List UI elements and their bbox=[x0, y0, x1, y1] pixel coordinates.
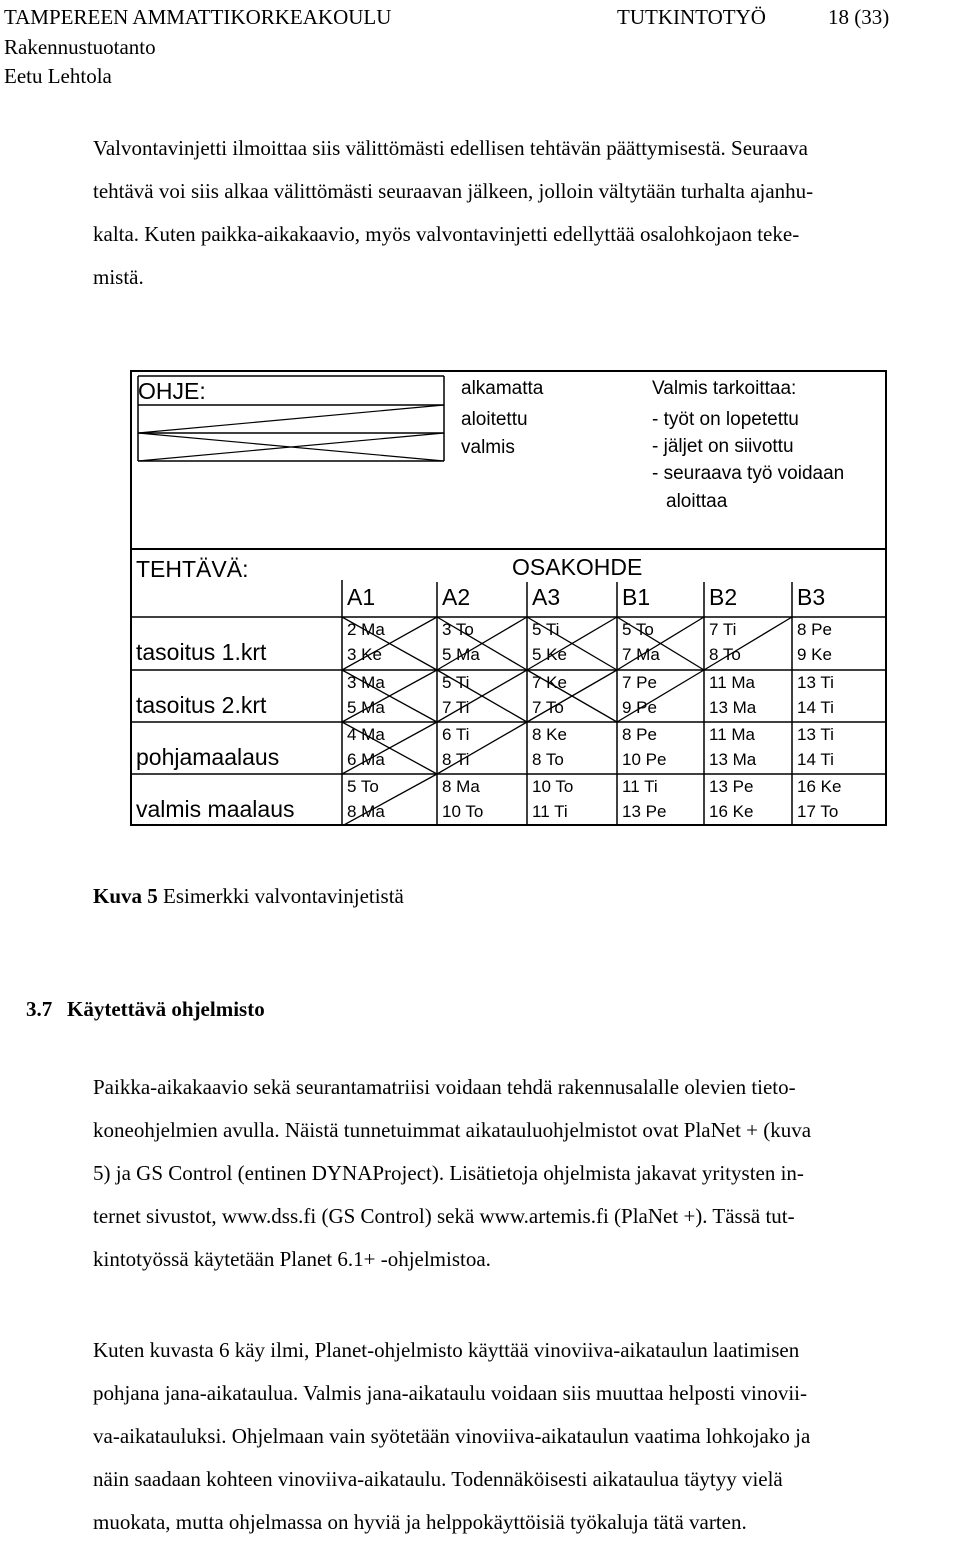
paragraph-line: ternet sivustot, www.dss.fi (GS Control) sekä www.artemis.fi (PlaNet +). Tässä tut- bbox=[93, 1204, 795, 1228]
cell-end-day: 8 To bbox=[709, 645, 741, 664]
valmis-definition-item: - jäljet on siivottu bbox=[652, 436, 794, 457]
cell-end-day: 8 To bbox=[532, 750, 564, 769]
cell-start-day: 5 Ti bbox=[442, 673, 470, 692]
task-label: pohjamaalaus bbox=[136, 744, 280, 770]
cell-start-day: 13 Ti bbox=[797, 725, 834, 744]
intro-paragraph bbox=[93, 127, 813, 299]
cell-start-day: 16 Ke bbox=[797, 777, 842, 796]
paragraph-line: muokata, mutta ohjelmassa on hyviä ja helppokäyttöisiä työkaluja tätä varten. bbox=[93, 1510, 747, 1534]
task-label: valmis maalaus bbox=[136, 796, 295, 822]
section-title: Käytettävä ohjelmisto bbox=[67, 997, 265, 1021]
header-school: TAMPEREEN AMMATTIKORKEAKOULU bbox=[4, 5, 392, 29]
paragraph-line: kintotyössä käytetään Planet 6.1+ -ohjelmistoa. bbox=[93, 1247, 491, 1271]
cell-end-day: 10 Pe bbox=[622, 750, 667, 769]
cell-end-day: 13 Ma bbox=[709, 698, 757, 717]
tehtava-title: TEHTÄVÄ: bbox=[136, 556, 249, 582]
column-header: B3 bbox=[797, 584, 826, 610]
cell-start-day: 8 Ma bbox=[442, 777, 480, 796]
section-number: 3.7 bbox=[26, 997, 53, 1021]
figure-caption bbox=[93, 884, 404, 909]
paragraph-line: Paikka-aikakaavio sekä seurantamatriisi voidaan tehdä rakennusalalle olevien tieto- bbox=[93, 1075, 796, 1099]
cell-start-day: 7 Pe bbox=[622, 673, 657, 692]
paragraph-line: pohjana jana-aikataulua. Valmis jana-aikataulu voidaan siis muuttaa helposti vinovii- bbox=[93, 1381, 807, 1405]
cell-end-day: 5 Ma bbox=[347, 698, 385, 717]
valvontavinjetti-figure bbox=[130, 370, 887, 826]
cell-end-day: 5 Ma bbox=[442, 645, 480, 664]
cell-end-day: 8 Ti bbox=[442, 750, 470, 769]
cell-start-day: 8 Ke bbox=[532, 725, 567, 744]
cell-end-day: 17 To bbox=[797, 802, 839, 821]
osakohde-title: OSAKOHDE bbox=[512, 554, 643, 580]
cell-end-day: 5 Ke bbox=[532, 645, 567, 664]
header-doc-type: TUTKINTOTYÖ bbox=[617, 5, 766, 29]
cell-start-day: 8 Pe bbox=[797, 620, 832, 639]
cell-end-day: 13 Pe bbox=[622, 802, 667, 821]
task-label: tasoitus 2.krt bbox=[136, 692, 267, 718]
cell-start-day: 4 Ma bbox=[347, 725, 385, 744]
cell-start-day: 11 Ma bbox=[709, 725, 755, 744]
paragraph-line: näin saadaan kohteen vinoviiva-aikataulu. Todennäköisesti aikataulua täytyy vielä bbox=[93, 1467, 783, 1491]
column-header: A3 bbox=[532, 584, 561, 610]
cell-end-day: 10 To bbox=[442, 802, 484, 821]
cell-end-day: 14 Ti bbox=[797, 698, 834, 717]
column-header: A2 bbox=[442, 584, 471, 610]
cell-start-day: 5 Ti bbox=[532, 620, 560, 639]
cell-start-day: 13 Ti bbox=[797, 673, 834, 692]
legend-label-alkamatta: alkamatta bbox=[461, 378, 544, 399]
header-author: Eetu Lehtola bbox=[4, 64, 112, 88]
header-page-number: 18 (33) bbox=[828, 5, 890, 29]
paragraph-line: 5) ja GS Control (entinen DYNAProject). Lisätietoja ohjelmista jakavat yritysten in- bbox=[93, 1161, 804, 1185]
cell-end-day: 7 To bbox=[532, 698, 564, 717]
cell-start-day: 6 Ti bbox=[442, 725, 470, 744]
cell-end-day: 11 Ti bbox=[532, 802, 568, 821]
intro-line: Valvontavinjetti ilmoittaa siis välittömästi edellisen tehtävän päättymisestä. Seuraava bbox=[93, 136, 808, 160]
cell-end-day: 3 Ke bbox=[347, 645, 382, 664]
header-department: Rakennustuotanto bbox=[4, 35, 156, 59]
cell-end-day: 8 Ma bbox=[347, 802, 385, 821]
valmis-definition-item: - seuraava työ voidaan bbox=[652, 463, 845, 484]
cell-start-day: 11 Ti bbox=[622, 777, 658, 796]
ohje-title: OHJE: bbox=[138, 378, 206, 404]
cell-start-day: 13 Pe bbox=[709, 777, 754, 796]
cell-start-day: 5 To bbox=[622, 620, 654, 639]
paragraph-software bbox=[93, 1066, 811, 1281]
valmis-definition-title: Valmis tarkoittaa: bbox=[652, 378, 797, 399]
intro-line: kalta. Kuten paikka-aikakaavio, myös valvontavinjetti edellyttää osalohkojaon teke- bbox=[93, 222, 800, 246]
cell-start-day: 10 To bbox=[532, 777, 574, 796]
legend-label-valmis: valmis bbox=[461, 437, 515, 458]
cell-start-day: 11 Ma bbox=[709, 673, 755, 692]
cell-start-day: 3 Ma bbox=[347, 673, 385, 692]
caption-text: Esimerkki valvontavinjetistä bbox=[157, 884, 404, 908]
column-header: A1 bbox=[347, 584, 376, 610]
cell-end-day: 9 Ke bbox=[797, 645, 832, 664]
cell-start-day: 8 Pe bbox=[622, 725, 657, 744]
column-header: B2 bbox=[709, 584, 738, 610]
paragraph-line: Kuten kuvasta 6 käy ilmi, Planet-ohjelmisto käyttää vinoviiva-aikataulun laatimisen bbox=[93, 1338, 800, 1362]
paragraph-line: va-aikatauluksi. Ohjelmaan vain syötetään vinoviiva-aikataulun vaatima lohkojako ja bbox=[93, 1424, 811, 1448]
cell-start-day: 5 To bbox=[347, 777, 379, 796]
intro-line: tehtävä voi siis alkaa välittömästi seuraavan jälkeen, jolloin vältytään turhalta ajanhu- bbox=[93, 179, 814, 203]
cell-end-day: 6 Ma bbox=[347, 750, 385, 769]
cell-end-day: 13 Ma bbox=[709, 750, 757, 769]
cell-start-day: 7 Ke bbox=[532, 673, 567, 692]
paragraph-line: koneohjelmien avulla. Näistä tunnetuimmat aikatauluohjelmistot ovat PlaNet + (kuva bbox=[93, 1118, 812, 1142]
legend-label-aloitettu: aloitettu bbox=[461, 409, 528, 430]
valmis-definition-item: - työt on lopetettu bbox=[652, 409, 799, 430]
cell-end-day: 14 Ti bbox=[797, 750, 834, 769]
cell-start-day: 3 To bbox=[442, 620, 474, 639]
legend-aloitettu-diagonal bbox=[138, 405, 444, 433]
intro-line: mistä. bbox=[93, 265, 144, 289]
column-header: B1 bbox=[622, 584, 651, 610]
caption-label: Kuva 5 bbox=[93, 884, 158, 908]
valmis-definition-item: aloittaa bbox=[666, 491, 728, 512]
paragraph-planet bbox=[93, 1329, 810, 1544]
cell-end-day: 16 Ke bbox=[709, 802, 754, 821]
cell-end-day: 7 Ti bbox=[442, 698, 470, 717]
task-label: tasoitus 1.krt bbox=[136, 639, 267, 665]
cell-end-day: 9 Pe bbox=[622, 698, 657, 717]
cell-end-day: 7 Ma bbox=[622, 645, 660, 664]
cell-start-day: 2 Ma bbox=[347, 620, 385, 639]
cell-start-day: 7 Ti bbox=[709, 620, 737, 639]
